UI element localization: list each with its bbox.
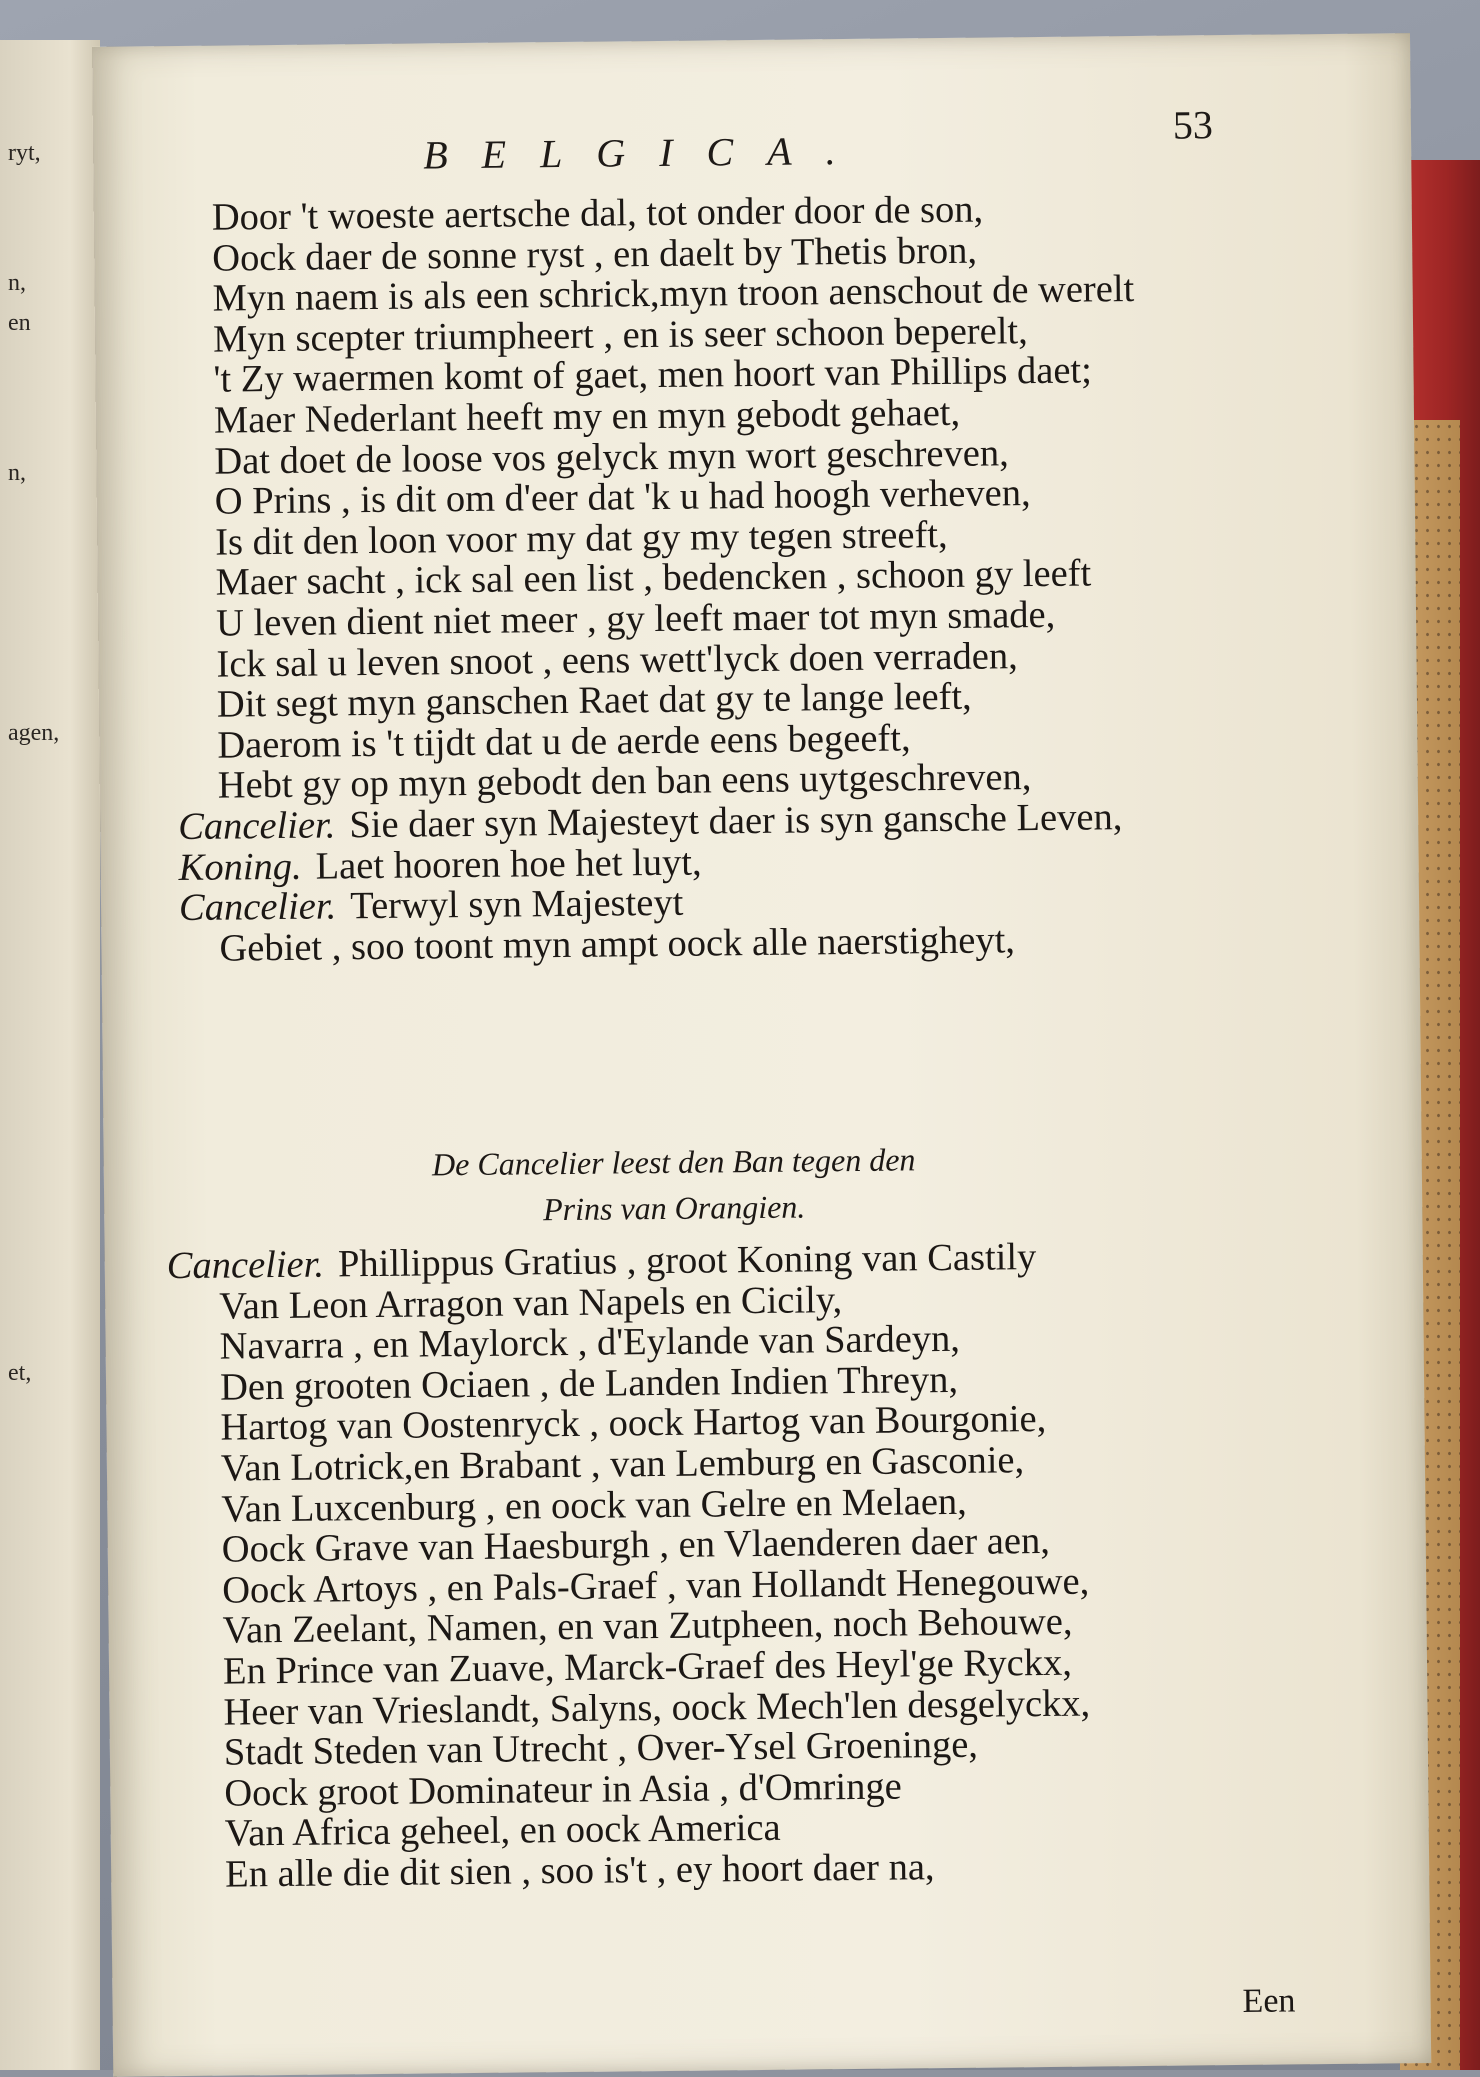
verse-text: Navarra , en Maylorck , d'Eylande van Sardeyn, xyxy=(219,1318,961,1368)
page-number: 53 xyxy=(1172,102,1214,148)
verse-text: Is dit den loon voor my dat gy my tegen streeft, xyxy=(215,513,948,564)
left-page-fragment: ryt, xyxy=(8,140,41,166)
verse-text: Maer sacht , ick sal een list , bedencken , schoon gy leeft xyxy=(215,552,1092,604)
verse-text: En alle die dit sien , soo is't , ey hoort daer na, xyxy=(224,1846,935,1896)
verse-text: Heer van Vrieslandt, Salyns, oock Mech'len desgelyckx, xyxy=(223,1682,1091,1734)
verse-text: Oock Artoys , en Pals-Graef , van Hollandt Henegouwe, xyxy=(221,1560,1090,1612)
verse-text: Gebiet , soo toont myn ampt oock alle naerstigheyt, xyxy=(219,918,1016,970)
verse-text: Phillippus Gratius , groot Koning van Castily xyxy=(337,1236,1037,1286)
verse-text: Dit segt myn ganschen Raet dat gy te lange leeft, xyxy=(216,675,972,726)
verse-text: O Prins , is dit om d'eer dat 'k u had hoogh verheven, xyxy=(214,472,1031,523)
running-head: BELGICA. xyxy=(422,127,870,178)
verse-text: Ick sal u leven snoot , eens wett'lyck doen verraden, xyxy=(216,634,1018,686)
left-page-edge xyxy=(0,40,100,2070)
verse-text: Oock Grave van Haesburgh , en Vlaenderen daer aen, xyxy=(221,1520,1051,1571)
verse-text: En Prince van Zuave, Marck-Graef des Heyl'ge Ryckx, xyxy=(222,1641,1073,1693)
verse-text: Van Africa geheel, en oock America xyxy=(224,1807,781,1855)
speaker-label: Cancelier. xyxy=(178,885,337,930)
verse-text: Stadt Steden van Utrecht , Over-Ysel Groeninge, xyxy=(223,1723,979,1774)
verse-block xyxy=(172,186,1380,970)
catchword: Een xyxy=(1242,1982,1296,2020)
book-page xyxy=(92,33,1431,2077)
verse-block-2 xyxy=(167,1233,1404,1895)
verse-text: Door 't woeste aertsche dal, tot onder door de son, xyxy=(211,188,984,239)
verse-text: Maer Nederlant heeft my en myn gebodt gehaet, xyxy=(213,391,961,442)
speaker-label: Cancelier. xyxy=(166,1243,325,1288)
verse-text: Myn naem is als een schrick,myn troon aenschout de werelt xyxy=(212,268,1135,320)
left-page-fragment: en xyxy=(8,310,31,336)
left-page-fragment: n, xyxy=(8,270,26,296)
verse-text: Van Leon Arragon van Napels en Cicily, xyxy=(219,1278,843,1328)
verse-text: Den grooten Ociaen , de Landen Indien Threyn, xyxy=(219,1358,959,1409)
left-page-fragment: et, xyxy=(8,1360,32,1386)
verse-text: Hebt gy op myn gebodt den ban eens uytgeschreven, xyxy=(217,756,1032,807)
verse-text: Oock groot Dominateur in Asia , d'Omringe xyxy=(224,1765,902,1815)
verse-text: Laet hooren hoe het luyt, xyxy=(315,841,702,888)
speaker-label: Cancelier. xyxy=(177,804,336,848)
verse-text: Oock daer de sonne ryst , en daelt by Thetis bron, xyxy=(212,229,978,280)
stage-direction-line: Prins van Orangien. xyxy=(542,1188,806,1228)
verse-text: Dat doet de loose vos gelyck myn wort geschreven, xyxy=(214,431,1009,483)
verse-text: Daerom is 't tijdt dat u de aerde eens begeeft, xyxy=(217,717,911,767)
left-page-fragment: agen, xyxy=(8,720,60,746)
verse-text: Van Zeelant, Namen, en van Zutpheen, noch Behouwe, xyxy=(222,1601,1073,1652)
verse-text: Terwyl syn Majesteyt xyxy=(350,881,684,928)
verse-text: Van Luxcenburg , en oock van Gelre en Melaen, xyxy=(221,1480,968,1531)
left-page-fragment: n, xyxy=(8,460,26,486)
verse-text: Hartog van Oostenryck , oock Hartog van Bourgonie, xyxy=(220,1398,1047,1450)
stage-direction xyxy=(374,1136,975,1234)
verse-text: Myn scepter triumpheert , en is seer schoon beperelt, xyxy=(212,309,1028,361)
speaker-label: Koning. xyxy=(178,845,302,889)
verse-text: Van Lotrick,en Brabant , van Lemburg en Gasconie, xyxy=(220,1439,1025,1490)
verse-text: 't Zy waermen komt of gaet, men hoort van Phillips daet; xyxy=(213,349,1093,402)
stage-direction-line: De Cancelier leest den Ban tegen den xyxy=(431,1141,916,1183)
verse-text: Sie daer syn Majesteyt daer is syn gansche Leven, xyxy=(349,796,1123,847)
verse-text: U leven dient niet meer , gy leeft maer tot myn smade, xyxy=(215,593,1056,645)
